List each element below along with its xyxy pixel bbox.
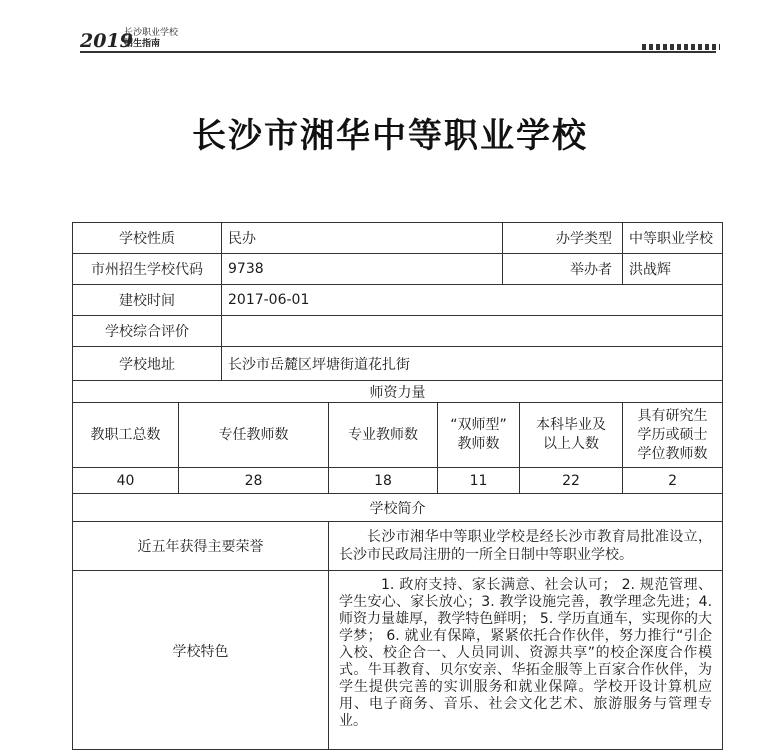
header-rule (80, 51, 716, 53)
row-code (73, 254, 723, 285)
rating-label: 学校综合评价 (73, 316, 222, 347)
faculty-value-bachelor: 22 (520, 468, 623, 494)
intro-section-title: 学校简介 (73, 494, 723, 522)
row-honors (73, 522, 723, 571)
founded-label: 建校时间 (73, 285, 222, 316)
address-value: 长沙市岳麓区坪塘街道花扎街 (222, 347, 723, 381)
row-features (73, 571, 723, 750)
faculty-value-fulltime: 28 (179, 468, 329, 494)
row-faculty-title (73, 381, 723, 403)
address-label: 学校地址 (73, 347, 222, 381)
faculty-header-total: 教职工总数 (73, 403, 179, 468)
header-subtitle-line1: 长沙职业学校 (124, 28, 179, 38)
sponsor-label: 举办者 (503, 254, 623, 285)
code-value: 9738 (222, 254, 503, 285)
founded-value: 2017-06-01 (222, 285, 723, 316)
faculty-header-graduate: 具有研究生 学历或硕士 学位教师数 (623, 403, 723, 468)
header-dash-decoration (642, 44, 720, 50)
row-nature (73, 223, 723, 254)
faculty-value-graduate: 2 (623, 468, 723, 494)
faculty-value-dual: 11 (438, 468, 520, 494)
row-faculty-values (73, 468, 723, 494)
school-info-table (72, 222, 723, 750)
code-label: 市州招生学校代码 (73, 254, 222, 285)
row-rating (73, 316, 723, 347)
header-year: 2019 (80, 30, 133, 52)
faculty-value-professional: 18 (329, 468, 438, 494)
faculty-header-fulltime: 专任教师数 (179, 403, 329, 468)
row-address (73, 347, 723, 381)
header-subtitle-line2: 招生指南 (124, 39, 161, 49)
sponsor-value: 洪战辉 (623, 254, 723, 285)
school-nature-value: 民办 (222, 223, 503, 254)
type-value: 中等职业学校 (623, 223, 723, 254)
honors-text: 长沙市湘华中等职业学校是经长沙市教育局批准设立，长沙市民政局注册的一所全日制中等职业学校。 (329, 522, 723, 571)
faculty-header-bachelor: 本科毕业及 以上人数 (520, 403, 623, 468)
features-text: 1. 政府支持、家长满意、社会认可； 2. 规范管理、学生安心、家长放心；3. 教学设施完善，教学理念先进；4. 师资力量雄厚，教学特色鲜明； 5. 学历直通车，实现你的大学梦； 6. 就业有保障，紧紧依托合作伙伴，努力推行“引企入校、校企合一、人员同训、资源共享”的校企深度合作模式。牛耳教育、贝尔安亲、华拓金服等上百家合作伙伴，为学生提供完善的实训服务和就业保障。学校开设计算机应用、电子商务、音乐、社会文化艺术、旅游服务与管理专业。 (329, 571, 723, 750)
row-faculty-headers (73, 403, 723, 468)
faculty-header-dual: “双师型” 教师数 (438, 403, 520, 468)
rating-value (222, 316, 723, 347)
type-label: 办学类型 (503, 223, 623, 254)
header-subtitle (124, 28, 178, 50)
row-intro-title (73, 494, 723, 522)
row-founded (73, 285, 723, 316)
faculty-value-total: 40 (73, 468, 179, 494)
page-header (0, 0, 780, 60)
page-title: 长沙市湘华中等职业学校 (192, 116, 588, 156)
honors-label: 近五年获得主要荣誉 (73, 522, 329, 571)
features-label: 学校特色 (73, 571, 329, 750)
faculty-section-title: 师资力量 (73, 381, 723, 403)
school-nature-label: 学校性质 (73, 223, 222, 254)
faculty-header-professional: 专业教师数 (329, 403, 438, 468)
